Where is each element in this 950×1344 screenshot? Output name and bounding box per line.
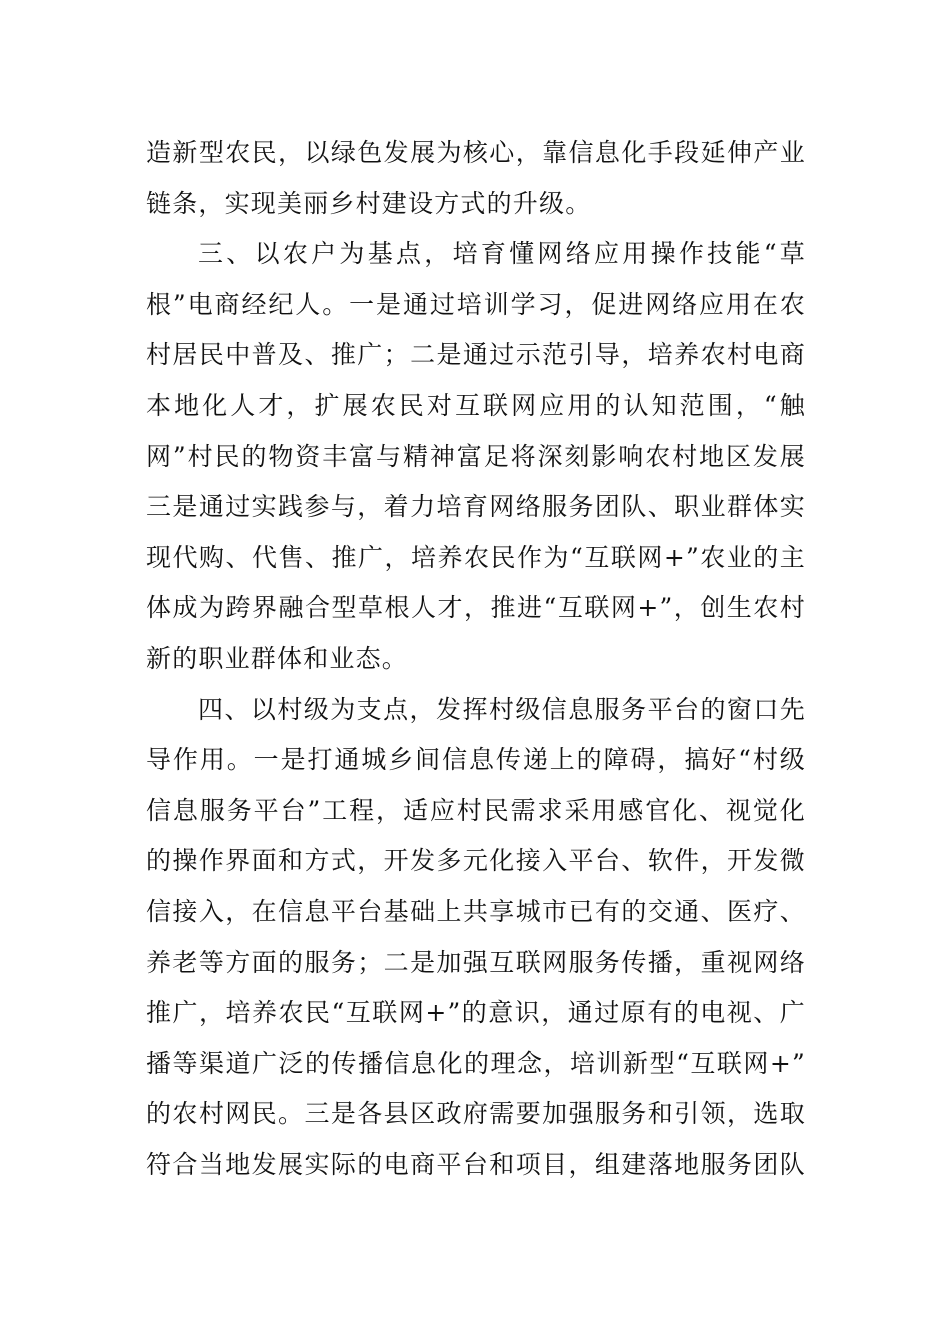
text-line: 造新型农民，以绿色发展为核心，靠信息化手段延伸产业 bbox=[146, 138, 806, 167]
paragraph-start-line: 三、以农户为基点，培育懂网络应用操作技能“草 bbox=[198, 239, 806, 269]
text-line: 推广，培养农民“互联网+”的意识，通过原有的电视、广 bbox=[146, 998, 806, 1028]
text-line: 本地化人才，扩展农民对互联网应用的认知范围，“触 bbox=[146, 390, 806, 420]
text-line: 网”村民的物资丰富与精神富足将深刻影响农村地区发展 bbox=[146, 441, 806, 471]
text-line: 根”电商经纪人。一是通过培训学习，促进网络应用在农 bbox=[146, 289, 806, 319]
text-line: 体成为跨界融合型草根人才，推进“互联网+”，创生农村 bbox=[146, 593, 806, 623]
text-line: 新的职业群体和业态。 bbox=[146, 643, 409, 673]
text-line: 链条，实现美丽乡村建设方式的升级。 bbox=[146, 188, 592, 218]
text-line: 的农村网民。三是各县区政府需要加强服务和引领，选取 bbox=[146, 1099, 806, 1129]
text-line: 导作用。一是打通城乡间信息传递上的障碍，搞好“村级 bbox=[146, 745, 806, 775]
text-line: 播等渠道广泛的传播信息化的理念，培训新型“互联网+” bbox=[146, 1048, 806, 1078]
paragraph-start-line: 四、以村级为支点，发挥村级信息服务平台的窗口先 bbox=[198, 694, 806, 724]
text-line: 符合当地发展实际的电商平台和项目，组建落地服务团队 bbox=[146, 1149, 806, 1179]
text-line: 的操作界面和方式，开发多元化接入平台、软件，开发微 bbox=[146, 846, 806, 876]
text-line: 村居民中普及、推广；二是通过示范引导，培养农村电商 bbox=[146, 340, 806, 370]
text-line: 养老等方面的服务；二是加强互联网服务传播，重视网络 bbox=[146, 947, 806, 977]
document-body bbox=[146, 128, 806, 1190]
text-line: 信接入，在信息平台基础上共享城市已有的交通、医疗、 bbox=[146, 896, 806, 926]
text-line: 三是通过实践参与，着力培育网络服务团队、职业群体实 bbox=[146, 492, 806, 522]
text-line: 信息服务平台”工程，适应村民需求采用感官化、视觉化 bbox=[146, 795, 806, 825]
text-line: 现代购、代售、推广，培养农民作为“互联网+”农业的主 bbox=[146, 542, 806, 572]
